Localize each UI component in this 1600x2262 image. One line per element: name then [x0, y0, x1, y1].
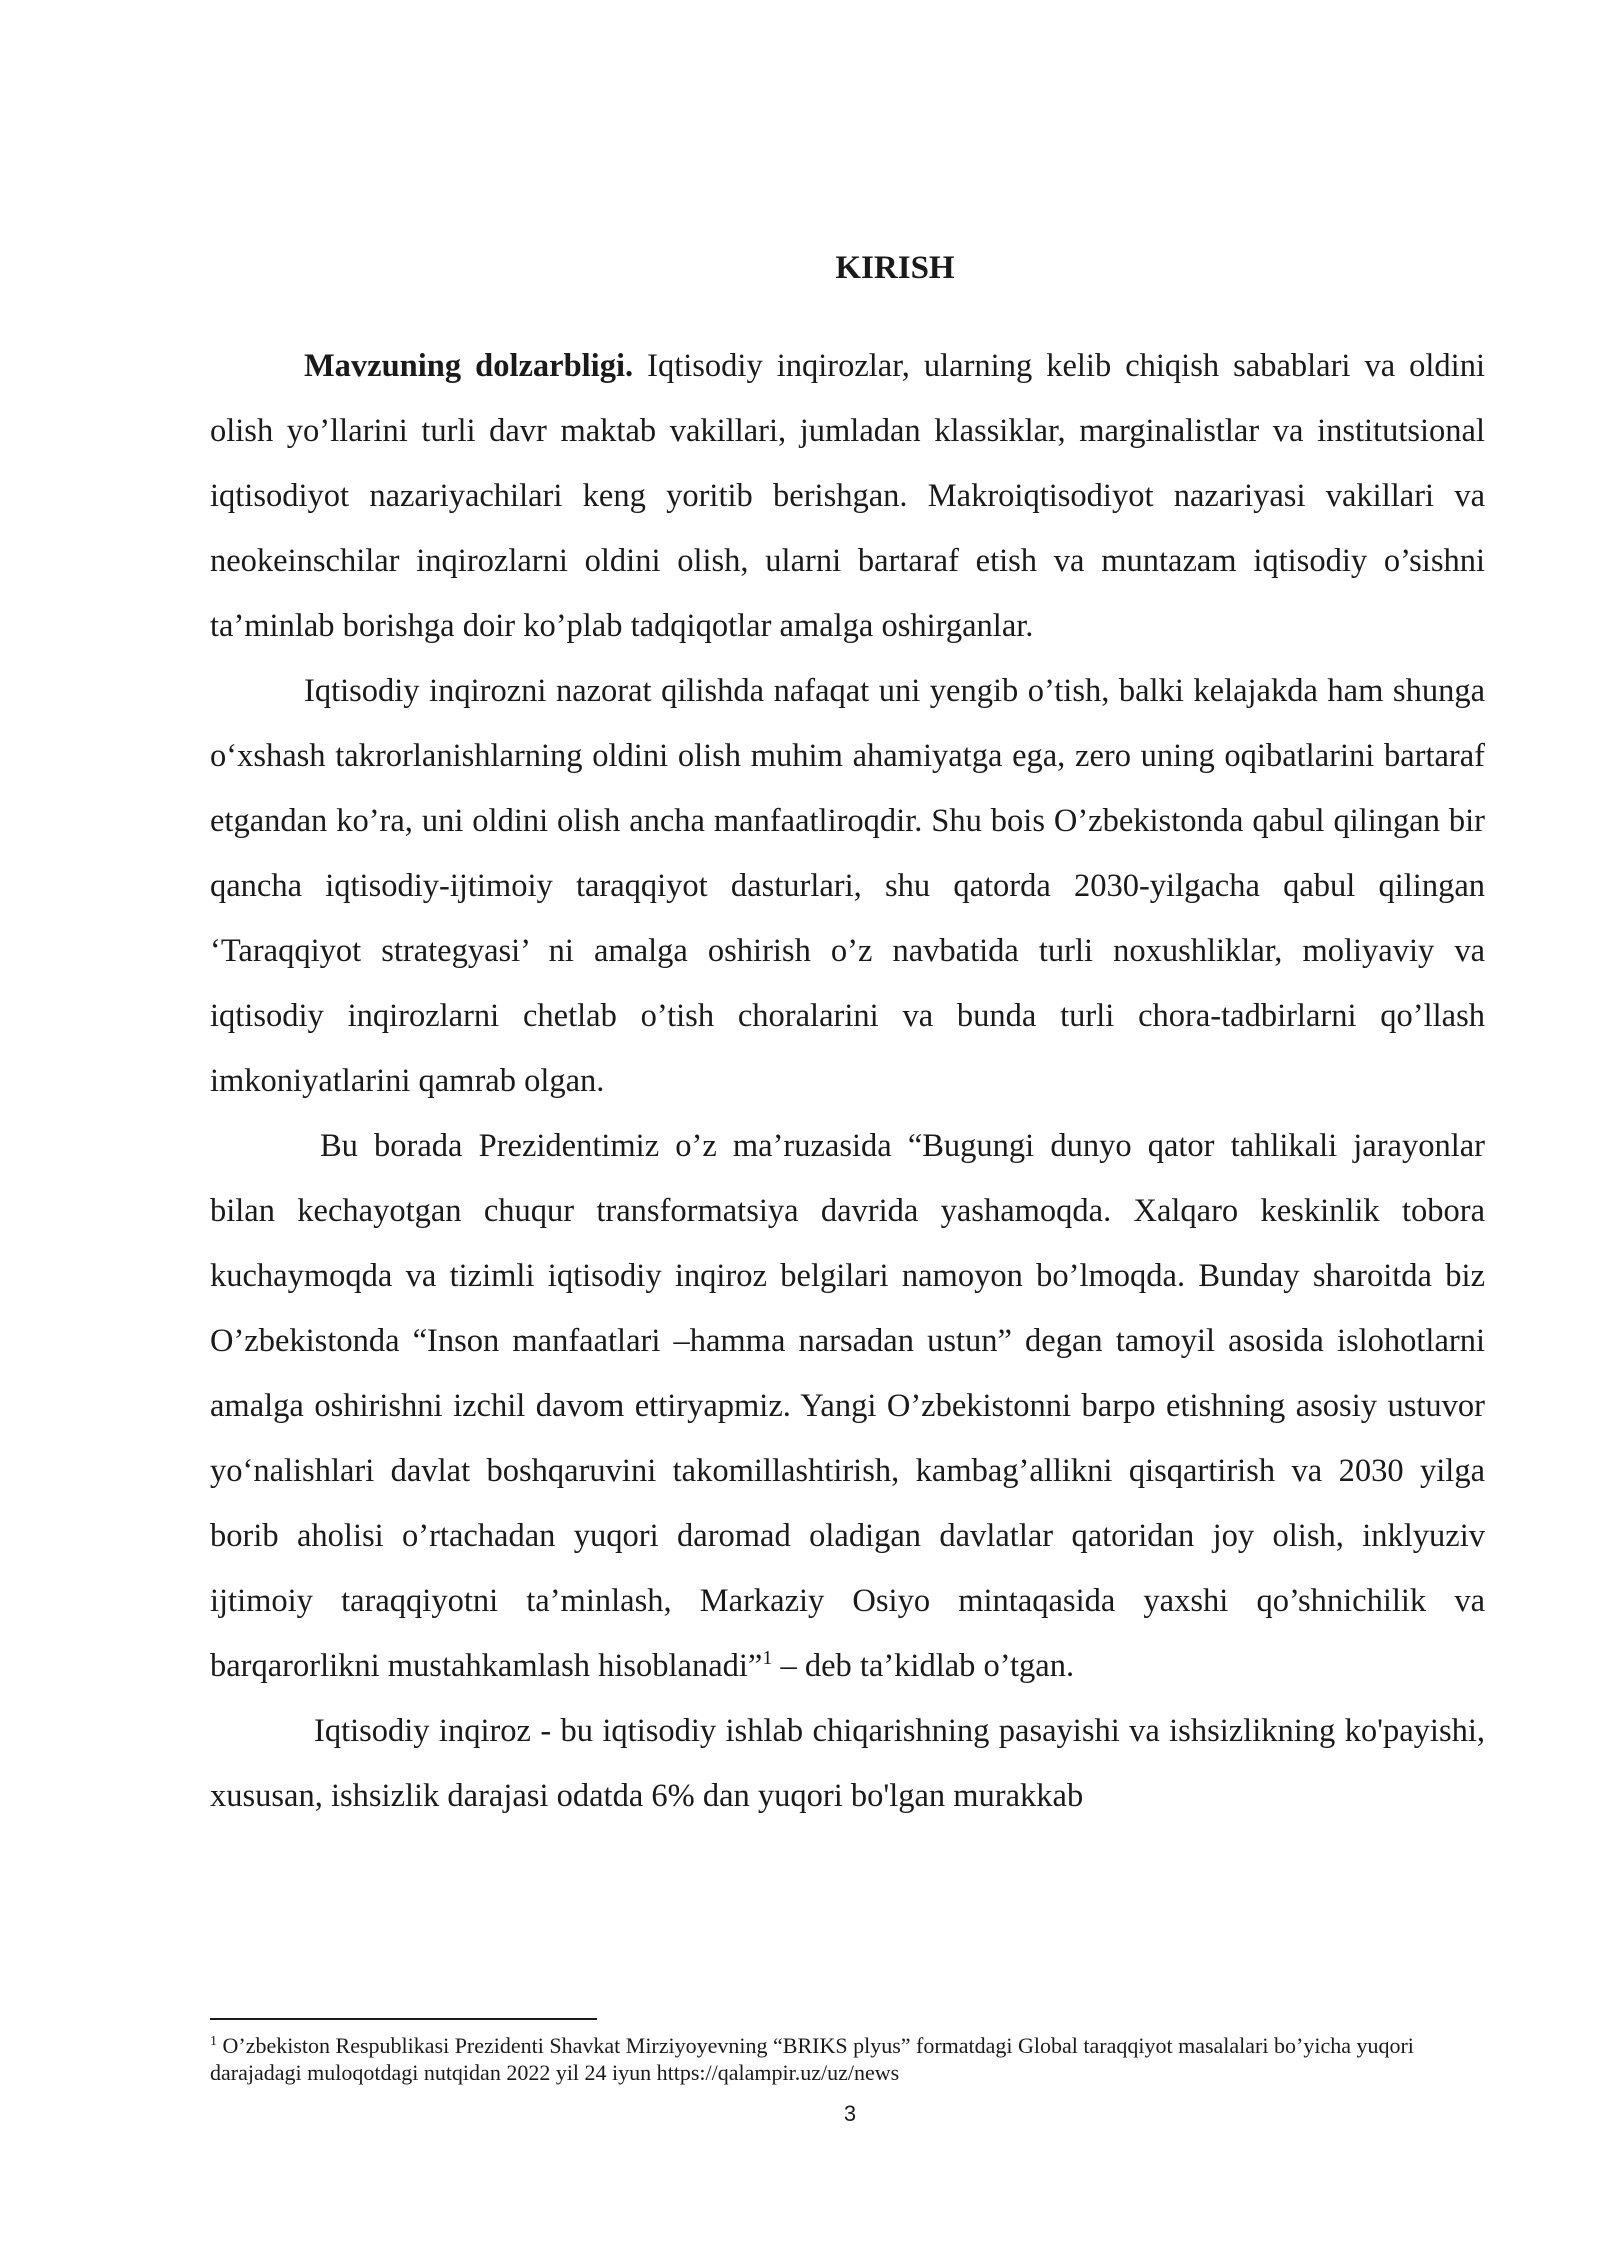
paragraph-crisis-control: Iqtisodiy inqirozni nazorat qilishda nafaqat uni yengib o’tish, balki kelajakda ham shunga oʻxshash takrorlanishlarning oldini olish muhim ahamiyatga ega, zero uning oqibatlarini bartaraf etgandan ko’ra, uni oldini olish ancha manfaatliroqdir. Shu bois O’zbekistonda qabul qilingan bir qancha iqtisodiy-ijtimoiy taraqqiyot dasturlari, shu qatorda 2030-yilgacha qabul qilingan ‘Taraqqiyot strategyasi’ ni amalga oshirish o’z navbatida turli noxushliklar, moliyaviy va iqtisodiy inqirozlarni chetlab o’tish choralarini va bunda turli chora-tadbirlarni qo’llash imkoniyatlarini qamrab olgan.	[210, 673, 1485, 1099]
paragraph-relevance	[210, 334, 1485, 659]
page-number: 3	[843, 2101, 857, 2126]
paragraph-president-quote	[210, 1114, 1485, 1699]
page-title: KIRISH	[835, 250, 955, 286]
paragraph-text: Iqtisodiy inqirozlar, ularning kelib chiqish sabablari va oldini olish yo’llarini turli davr maktab vakillari, jumladan klassiklar, marginalistlar va institutsional iqtisodiyot nazariyachilari keng yoritib berishgan. Makroiqtisodiyot nazariyasi vakillari va neokeinschilar inqirozlarni oldini olish, ularni bartaraf etish va muntazam iqtisodiy o’sishni ta’minlab borishga doir ko’plab tadqiqotlar amalga oshirganlar.	[210, 348, 1485, 644]
paragraph-crisis-definition: Iqtisodiy inqiroz - bu iqtisodiy ishlab chiqarishning pasayishi va ishsizlikning ko'payishi, xususan, ishsizlik darajasi odatda 6% dan yuqori bo'lgan murakkab	[210, 1713, 1485, 1814]
quote-text: Bu borada Prezidentimiz o’z ma’ruzasida “Bugungi dunyo qator tahlikali jarayonlar bilan kechayotgan chuqur transformatsiya davrida yashamoqda. Xalqaro keskinlik tobora kuchaymoqda va tizimli iqtisodiy inqiroz belgilari namoyon bo’lmoqda. Bunday sharoitda biz O’zbekistonda “Inson manfaatlari –hamma narsadan ustun” degan tamoyil asosida islohotlarni amalga oshirishni izchil davom ettiryapmiz. Yangi O’zbekistonni barpo etishning asosiy ustuvor yoʻnalishlari davlat boshqaruvini takomillashtirish, kambag’allikni qisqartirish va 2030 yilga borib aholisi o’rtachadan yuqori daromad oladigan davlatlar qatoridan joy olish, inklyuziv ijtimoiy taraqqiyotni ta’minlash, Markaziy Osiyo mintaqasida yaxshi qo’shnichilik va barqarorlikni mustahkamlash hisoblanadi”	[210, 1128, 1485, 1684]
footnote-separator	[210, 2018, 597, 2020]
paragraph-lead: Mavzuning dolzarbligi.	[304, 348, 634, 384]
footnote-text: O’zbekiston Respublikasi Prezidenti Shavkat Mirziyoyevning “BRIKS plyus” formatdagi Global taraqqiyot masalalari bo’yicha yuqori darajadagi muloqotdagi nutqidan 2022 yil 24 iyun https://qalampir.uz/uz/news	[210, 2033, 1414, 2085]
footnote-number: 1	[210, 2034, 217, 2049]
footnote-reference[interactable]: 1	[762, 1647, 773, 1669]
quote-tail: – deb ta’kidlab o’tgan.	[772, 1648, 1075, 1684]
document-body	[210, 334, 1485, 1829]
footnote	[210, 2032, 1485, 2086]
